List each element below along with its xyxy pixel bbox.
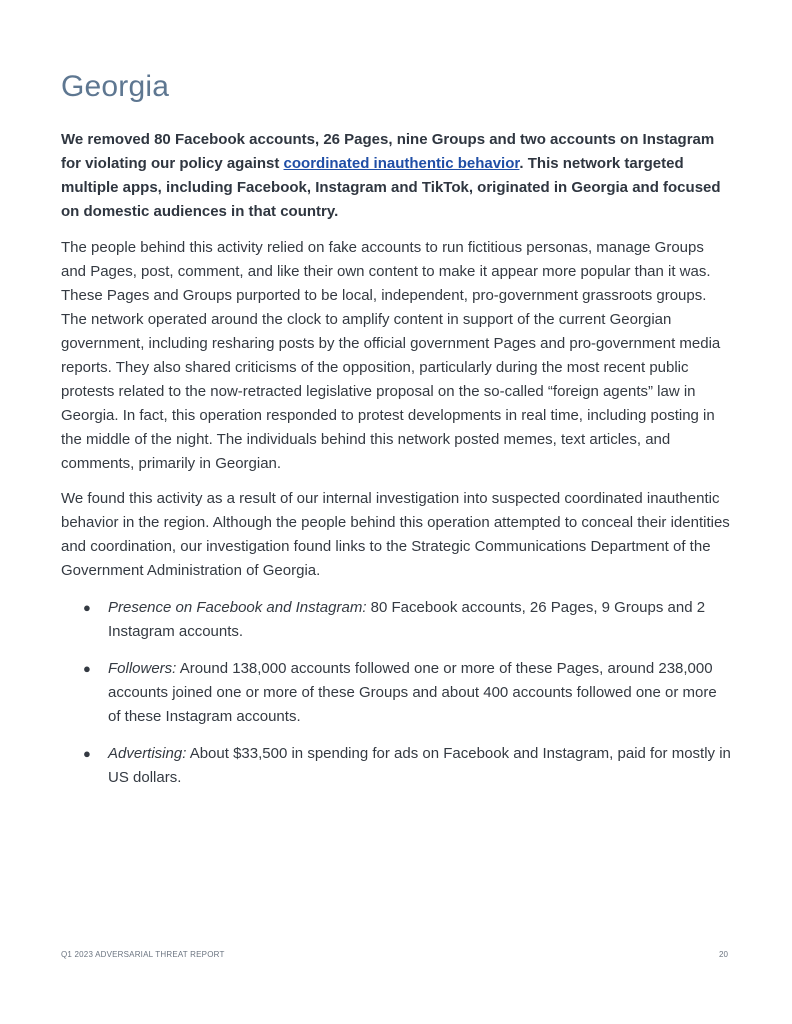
body-paragraph-activity: The people behind this activity relied on fake accounts to run fictitious personas, manage Groups and Pages, post, comment, and like their own content to make it appear more popular than it was. These Pages and Groups purported to be local, independent, pro-government grassroots groups. The network operated around the clock to amplify content in support of the current Georgian government, including resharing posts by the official government Pages and pro-government media reports. They also shared criticisms of the opposition, particularly during the most recent public protests related to the now-retracted legislative proposal on the so-called “foreign agents” law in Georgia. In fact, this operation responded to protest developments in real time, including posting in the middle of the night. The individuals behind this network posted memes, text articles, and comments, primarily in Georgian. [61, 239, 721, 472]
bullet-dot-icon: ● [83, 600, 91, 615]
bullet-advertising [61, 742, 731, 790]
bullet-presence [61, 596, 731, 644]
bullet-dot-icon: ● [83, 661, 91, 676]
bullet-followers [61, 657, 731, 729]
bullet-text: Around 138,000 accounts followed one or more of these Pages, around 238,000 accounts joined one or more of these Groups and about 400 accounts followed one or more of these Instagram accounts. [108, 660, 717, 725]
body-paragraph-investigation: We found this activity as a result of our internal investigation into suspected coordinated inauthentic behavior in the region. Although the people behind this operation attempted to conceal their identities and coordination, our investigation found links to the Strategic Communications Department of the Government Administration of Georgia. [61, 490, 730, 579]
summary-bullet-list [61, 596, 731, 803]
cib-policy-link[interactable]: coordinated inauthentic behavior [283, 155, 520, 172]
bullet-label: Presence on Facebook and Instagram: [108, 599, 367, 616]
bullet-dot-icon: ● [83, 746, 91, 761]
bullet-label: Advertising: [108, 745, 187, 762]
section-heading: Georgia [61, 70, 170, 103]
lead-text-after-link: . This network targeted multiple apps, including Facebook, Instagram and TikTok, originated in Georgia and focused on domestic audiences in that country. [61, 155, 721, 220]
bullet-text: About $33,500 in spending for ads on Facebook and Instagram, paid for mostly in US dollars. [108, 745, 731, 786]
bullet-text: 80 Facebook accounts, 26 Pages, 9 Groups and 2 Instagram accounts. [108, 599, 706, 640]
footer-page-number: 20 [719, 950, 728, 959]
bullet-label: Followers: [108, 660, 177, 677]
lead-paragraph [61, 128, 731, 224]
footer-report-title: Q1 2023 ADVERSARIAL THREAT REPORT [61, 950, 225, 959]
lead-text-before-link: We removed 80 Facebook accounts, 26 Pages, nine Groups and two accounts on Instagram for violating our policy against [61, 131, 715, 172]
